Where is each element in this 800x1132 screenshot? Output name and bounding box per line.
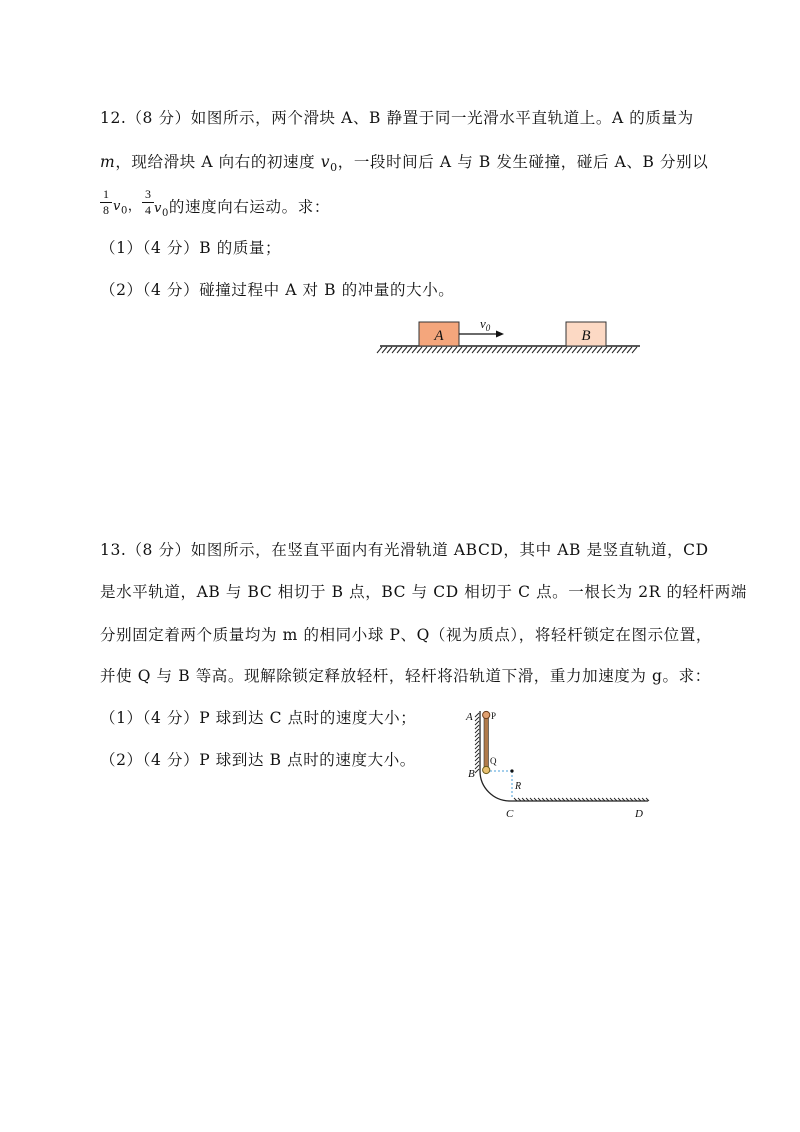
arc-center-dot xyxy=(510,769,513,772)
hatch-mark xyxy=(567,347,572,353)
hatch-mark xyxy=(475,733,479,737)
hatch-mark xyxy=(497,347,502,353)
hatch-mark xyxy=(382,347,387,353)
hatch-mark xyxy=(475,721,479,725)
hatch-mark xyxy=(627,347,632,353)
hatch-mark xyxy=(412,347,417,353)
hatch-mark xyxy=(622,347,627,353)
hatch-mark xyxy=(442,347,447,353)
hatch-mark xyxy=(632,347,637,353)
fraction-numerator: 1 xyxy=(100,187,112,203)
q12-part-1: （1）（4 分）B 的质量； xyxy=(100,239,282,257)
q13-line-4: 并使 Q 与 B 等高。现解除锁定释放轻杆，轻杆将沿轨道下滑，重力加速度为 g。求： xyxy=(100,667,711,685)
v-subscript: 0 xyxy=(161,208,169,220)
q12-line-2-text-a: ，现给滑块 A 向右的初速度 xyxy=(115,153,321,171)
hatch-mark xyxy=(477,347,482,353)
hatch-mark xyxy=(602,347,607,353)
q12-line-2 xyxy=(100,152,708,178)
hatch-mark xyxy=(417,347,422,353)
hatch-mark xyxy=(607,347,612,353)
hatch-mark xyxy=(397,347,402,353)
arrow-head-icon xyxy=(496,331,504,338)
v-subscript: 0 xyxy=(120,205,128,217)
hatch-mark xyxy=(475,725,479,729)
hatch-mark xyxy=(522,347,527,353)
q13-line-1: 13.（8 分）如图所示，在竖直平面内有光滑轨道 ABCD，其中 AB 是竖直轨道，CD xyxy=(100,541,709,559)
hatch-mark xyxy=(475,745,479,749)
ground-hatching xyxy=(377,347,637,353)
block-b-label: B xyxy=(581,328,591,344)
hatch-mark xyxy=(517,347,522,353)
hatch-mark xyxy=(512,347,517,353)
hatch-mark xyxy=(577,347,582,353)
fraction-numerator: 3 xyxy=(142,187,154,203)
hatch-mark xyxy=(392,347,397,353)
hatch-mark xyxy=(592,347,597,353)
hatch-mark xyxy=(482,347,487,353)
q12-line-1: 12.（8 分）如图所示，两个滑块 A、B 静置于同一光滑水平直轨道上。A 的质量为 xyxy=(100,109,694,127)
light-rod xyxy=(484,715,489,770)
v-symbol: v xyxy=(113,199,121,214)
hatch-mark xyxy=(475,717,479,721)
hatch-mark xyxy=(377,347,382,353)
v0-subscript: 0 xyxy=(330,161,338,175)
hatch-mark xyxy=(582,347,587,353)
hatch-mark xyxy=(492,347,497,353)
fraction-denominator: 4 xyxy=(145,203,151,217)
hatch-mark xyxy=(432,347,437,353)
hatch-mark xyxy=(427,347,432,353)
ball-q xyxy=(483,766,490,773)
fraction-denominator: 8 xyxy=(103,203,109,217)
q13-line-3: 分别固定着两个质量均为 m 的相同小球 P、Q（视为质点），将轻杆锁定在图示位置， xyxy=(100,626,712,644)
velocity-label: $v_0$ xyxy=(480,316,491,333)
block-a-label: A xyxy=(434,328,444,344)
q13-part-2: （2）（4 分）P 球到达 B 点时的速度大小。 xyxy=(100,751,416,769)
hatch-mark xyxy=(572,347,577,353)
label-r: R xyxy=(515,781,522,792)
hatch-mark xyxy=(475,769,479,773)
hatch-mark xyxy=(407,347,412,353)
hatch-mark xyxy=(557,347,562,353)
hatch-mark xyxy=(422,347,427,353)
label-p: P xyxy=(491,711,497,721)
hatch-mark xyxy=(532,347,537,353)
q13-part-1: （1）（4 分）P 球到达 C 点时的速度大小； xyxy=(100,709,417,727)
v0-symbol: v xyxy=(320,153,331,171)
hatch-mark xyxy=(547,347,552,353)
q13-line-2: 是水平轨道，AB 与 BC 相切于 B 点，BC 与 CD 相切于 C 点。一根长为 2R 的轻杆两端 xyxy=(100,583,747,601)
hatch-mark xyxy=(542,347,547,353)
hatch-mark xyxy=(597,347,602,353)
fraction-three-quarters xyxy=(142,187,154,218)
q12-line-3-text: 的速度向右运动。求： xyxy=(168,198,330,216)
hatch-mark xyxy=(475,753,479,757)
hatch-mark xyxy=(387,347,392,353)
hatch-mark xyxy=(475,761,479,765)
hatch-mark xyxy=(447,347,452,353)
hatch-mark xyxy=(475,757,479,761)
fraction-one-eighth xyxy=(100,187,112,218)
separator: ， xyxy=(127,199,142,214)
hatch-mark xyxy=(452,347,457,353)
hatch-mark xyxy=(527,347,532,353)
mass-symbol: m xyxy=(100,153,116,171)
hatch-mark xyxy=(502,347,507,353)
label-b: B xyxy=(468,768,475,780)
label-a: A xyxy=(466,711,473,723)
label-d: D xyxy=(635,808,643,820)
hatch-mark xyxy=(475,741,479,745)
hatch-mark xyxy=(475,713,479,717)
hatch-mark xyxy=(537,347,542,353)
hatch-mark xyxy=(552,347,557,353)
q12-part-2: （2）（4 分）碰撞过程中 A 对 B 的冲量的大小。 xyxy=(100,281,455,299)
hatch-mark xyxy=(475,729,479,733)
hatch-mark xyxy=(402,347,407,353)
q13-figure xyxy=(460,705,660,825)
hatch-mark xyxy=(475,749,479,753)
q12-line-3 xyxy=(154,197,330,224)
v-symbol: v xyxy=(154,201,162,216)
hatch-mark xyxy=(457,347,462,353)
hatch-mark xyxy=(487,347,492,353)
hatch-mark xyxy=(617,347,622,353)
ball-p xyxy=(483,711,490,718)
q12-line-2-text-b: ，一段时间后 A 与 B 发生碰撞，碰后 A、B 分别以 xyxy=(337,153,709,171)
hatch-mark xyxy=(562,347,567,353)
v0-after-frac1 xyxy=(113,197,142,222)
hatch-mark xyxy=(467,347,472,353)
track-ab-hatching xyxy=(475,713,479,773)
track-bc-arc xyxy=(480,771,510,801)
hatch-mark xyxy=(612,347,617,353)
hatch-mark xyxy=(475,737,479,741)
label-c: C xyxy=(506,808,514,820)
hatch-mark xyxy=(507,347,512,353)
hatch-mark xyxy=(437,347,442,353)
q12-figure xyxy=(376,310,646,360)
hatch-mark xyxy=(462,347,467,353)
hatch-mark xyxy=(587,347,592,353)
label-q: Q xyxy=(490,756,497,766)
hatch-mark xyxy=(475,765,479,769)
hatch-mark xyxy=(472,347,477,353)
